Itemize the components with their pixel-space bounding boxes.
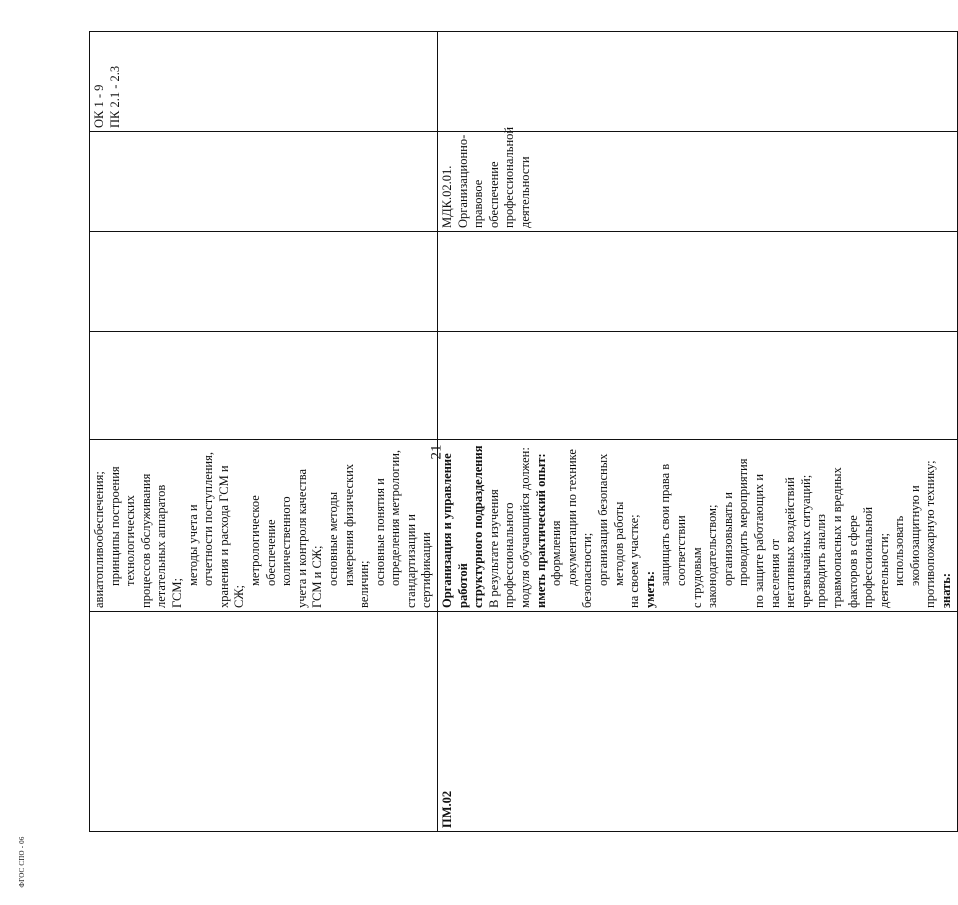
page-number: 21 bbox=[428, 444, 445, 460]
competency-line: ОК 1 - 9 bbox=[92, 84, 106, 128]
code-cell: ПМ.02 bbox=[438, 612, 958, 832]
content-line: стандартизации и сертификации bbox=[403, 514, 434, 608]
content-line: принципы построения технологических bbox=[107, 466, 138, 586]
content-line: проводить анализ травмоопасных и вредных bbox=[814, 467, 844, 608]
content-line: организовывать и проводить мероприятия bbox=[720, 458, 751, 586]
content-line: на своем участке; bbox=[627, 514, 642, 608]
content-line: В результате изучения профессионального bbox=[486, 489, 517, 608]
content-line: учета и контроля качества ГСМ и СЖ; bbox=[294, 468, 325, 608]
content-line: процессов обслуживания летательных аппаратов bbox=[138, 473, 169, 608]
content-line: методы учета и отчетности поступления, bbox=[185, 452, 216, 586]
content-line: Организация и управление работой bbox=[440, 453, 470, 608]
content-line: хранения и расхода ГСМ и СЖ; bbox=[216, 465, 247, 608]
content-line: основные понятия и определения метрологии, bbox=[372, 449, 403, 586]
mdk-line: профессиональной bbox=[502, 126, 517, 228]
footer-code: ФГОС СПО - 06 bbox=[18, 836, 26, 888]
content-line: основные методы измерения физических bbox=[325, 463, 356, 586]
competencies-cell bbox=[90, 32, 438, 132]
mdk-line: деятельности bbox=[518, 156, 533, 228]
content-line: иметь практический опыт: bbox=[533, 453, 548, 608]
content-line: по защите работающих и населения от bbox=[751, 473, 782, 608]
content-line: с трудовым законодательством; bbox=[689, 504, 720, 608]
content-line: деятельности; bbox=[876, 532, 891, 608]
hours-mandatory-cell bbox=[90, 232, 438, 332]
mdk-cell bbox=[438, 126, 958, 232]
hours-max-cell bbox=[90, 332, 438, 440]
code-cell bbox=[90, 612, 438, 832]
content-cell bbox=[438, 440, 958, 612]
content-cell bbox=[90, 440, 438, 612]
mdk-line: Организационно- bbox=[455, 134, 470, 228]
content-line: знать: bbox=[939, 572, 954, 608]
rotated-table-container bbox=[89, 32, 954, 832]
competency-line: ПК 2.1 - 2.3 bbox=[107, 65, 122, 128]
content-line: модуля обучающийся должен: bbox=[518, 447, 533, 608]
content-line: факторов в сфере профессиональной bbox=[845, 506, 876, 608]
mdk-cell bbox=[90, 132, 438, 232]
content-line: уметь: bbox=[642, 570, 657, 608]
content-line: оформления документации по технике bbox=[549, 449, 579, 586]
curriculum-table bbox=[89, 31, 958, 832]
competencies-cell bbox=[438, 32, 958, 132]
content-line: противопожарную технику; bbox=[923, 460, 938, 608]
hours-max-cell bbox=[438, 332, 958, 440]
mdk-line: МДК.02.01. bbox=[440, 165, 455, 228]
content-line: использовать экобиозащитную и bbox=[892, 485, 922, 586]
content-line: величин; bbox=[357, 560, 372, 608]
content-line: структурного подразделения bbox=[471, 445, 486, 608]
table-row bbox=[438, 32, 958, 832]
content-line: авиатопливообеспечения; bbox=[92, 471, 106, 608]
content-line: ГСМ; bbox=[169, 578, 184, 608]
content-line: организации безопасных методов работы bbox=[596, 453, 626, 586]
content-line: негативных воздействий чрезвычайных ситуаций; bbox=[783, 474, 813, 608]
content-line: метрологическое обеспечение количественного bbox=[247, 495, 294, 586]
table-row bbox=[90, 32, 438, 832]
hours-mandatory-cell bbox=[438, 232, 958, 332]
mdk-line: правовое обеспечение bbox=[471, 161, 501, 228]
content-line: безопасности; bbox=[580, 532, 595, 608]
content-line: защищать свои права в соответствии bbox=[658, 463, 688, 586]
